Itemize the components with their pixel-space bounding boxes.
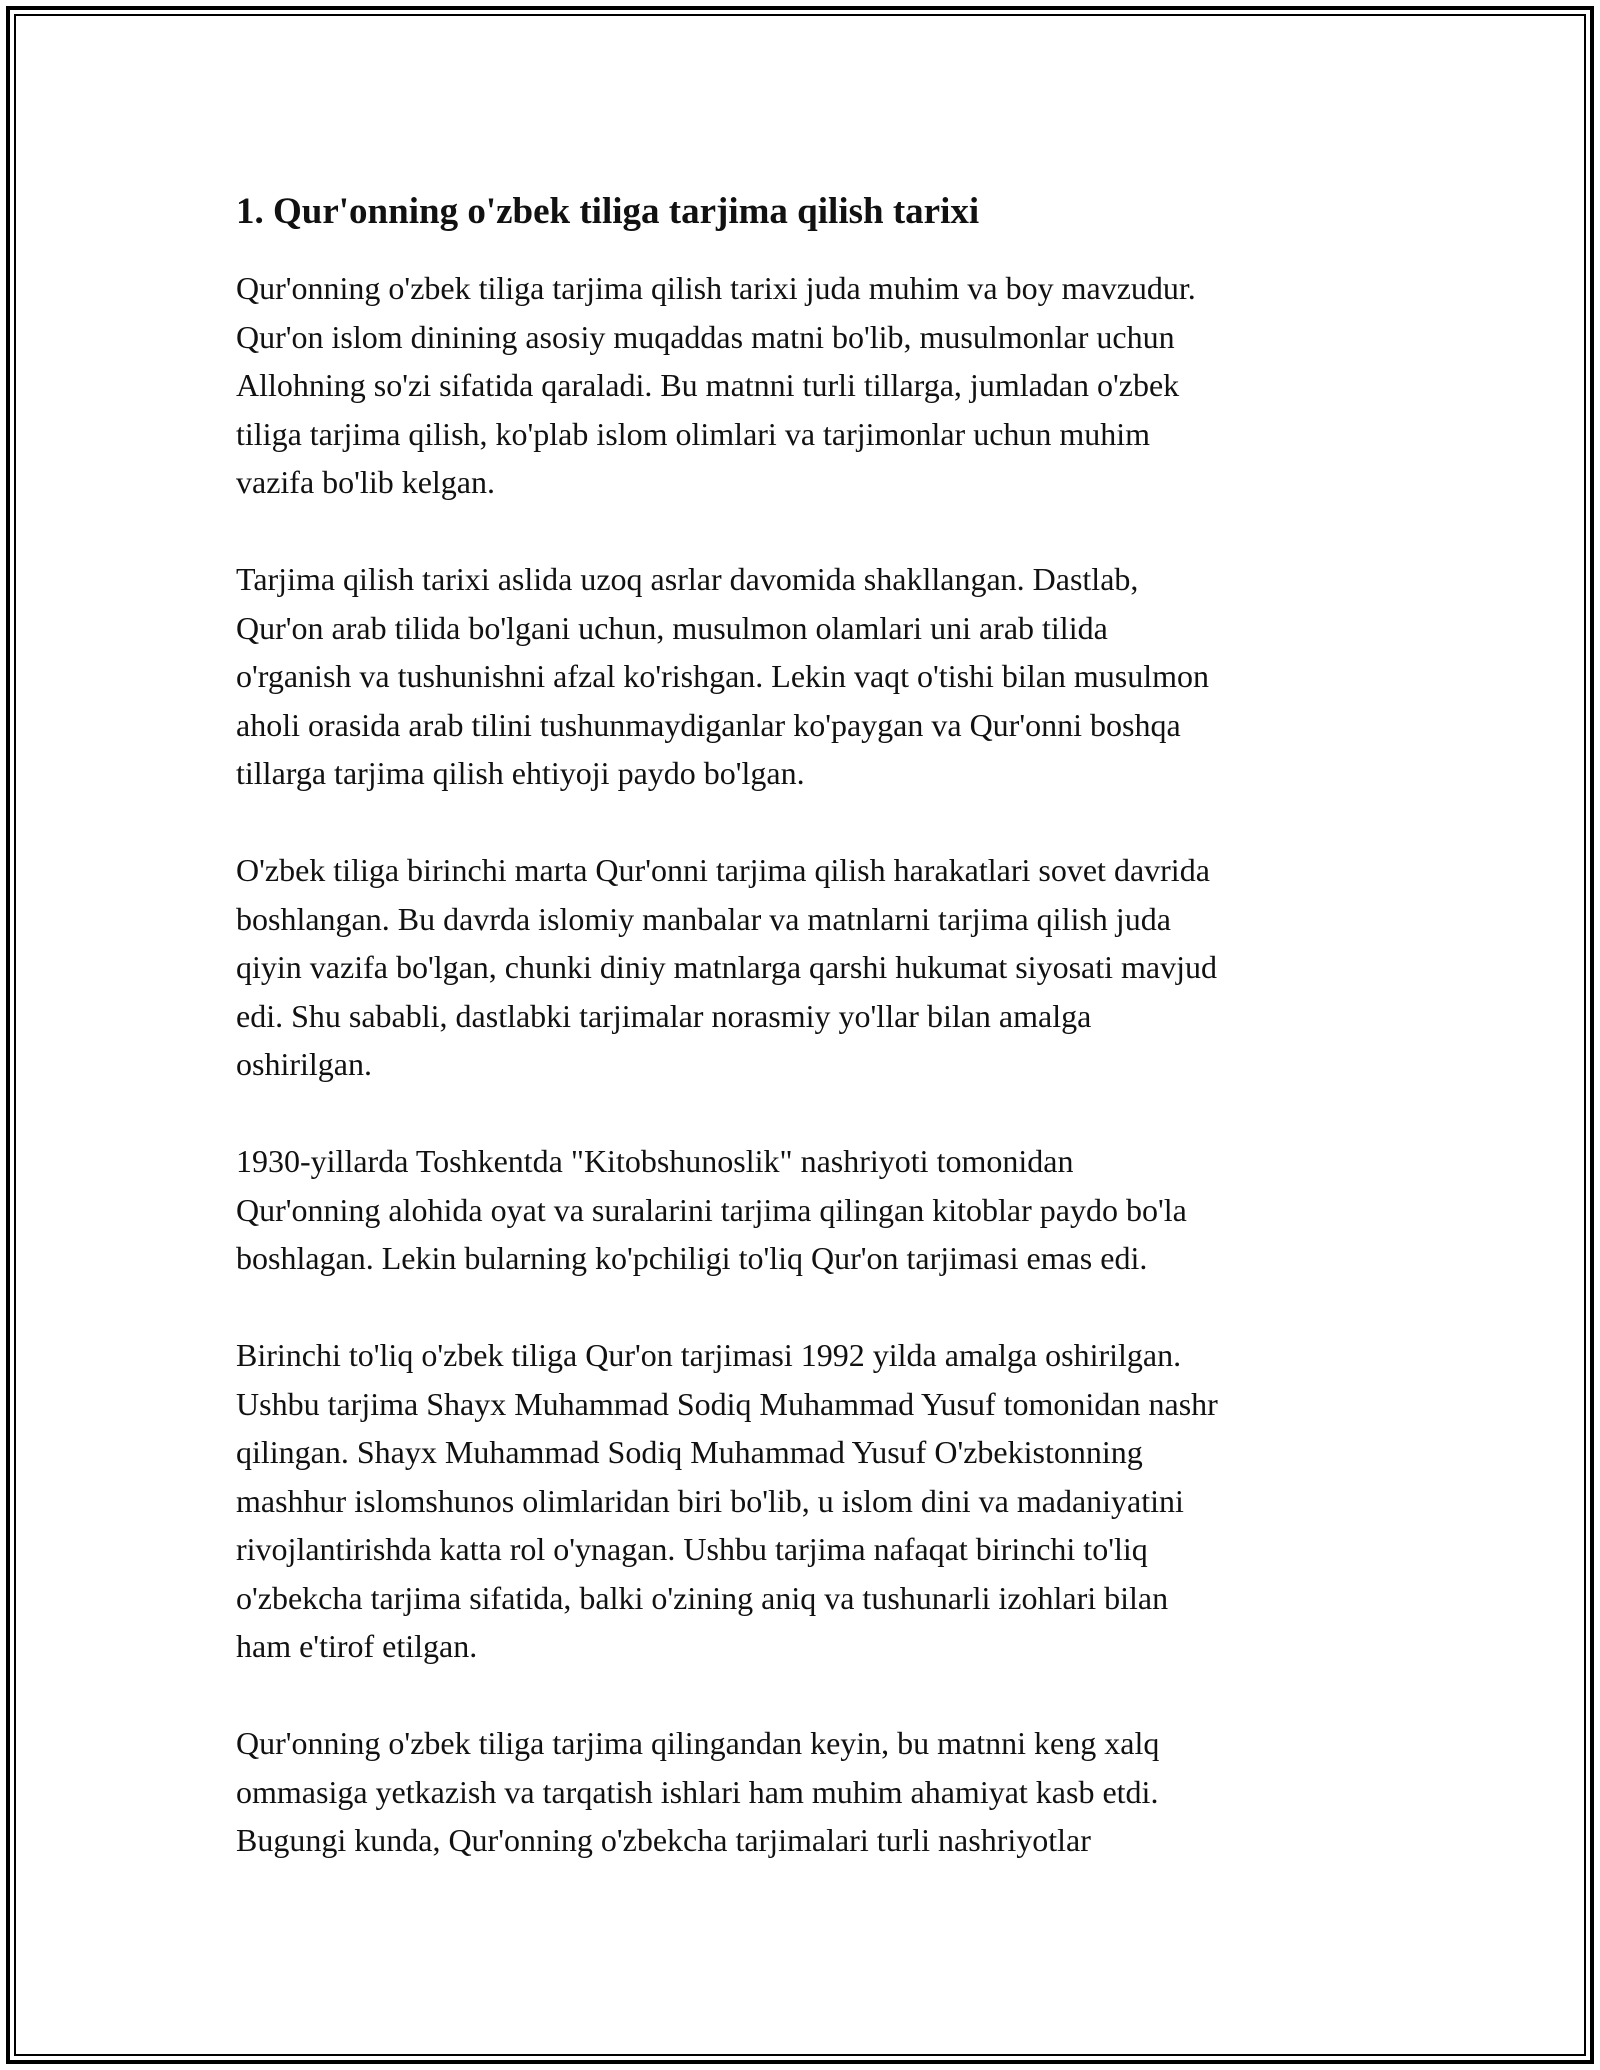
- text-line: Qur'on arab tilida bo'lgani uchun, musulmon olamlari uni arab tilida: [236, 609, 1108, 646]
- text-line: oshirilgan.: [236, 1046, 372, 1082]
- text-line: 1930-yillarda Toshkentda "Kitobshunoslik" nashriyoti tomonidan: [236, 1143, 1074, 1179]
- text-line: Tarjima qilish tarixi aslida uzoq asrlar davomida shakllangan. Dastlab,: [236, 561, 1139, 597]
- text-line: Allohning so'zi sifatida qaraladi. Bu matnni turli tillarga, jumladan o'zbek: [236, 367, 1180, 403]
- text-line: Bugungi kunda, Qur'onning o'zbekcha tarjimalari turli nashriyotlar: [236, 1822, 1091, 1858]
- paragraph-6: [236, 1719, 1376, 1865]
- text-line: ham e'tirof etilgan.: [236, 1628, 478, 1664]
- text-line: o'zbekcha tarjima sifatida, balki o'zining aniq va tushunarli izohlari bilan: [236, 1579, 1169, 1616]
- paragraph-5: [236, 1331, 1376, 1671]
- text-line: Birinchi to'liq o'zbek tiliga Qur'on tarjimasi 1992 yilda amalga oshirilgan.: [236, 1337, 1182, 1373]
- text-line: tillarga tarjima qilish ehtiyoji paydo bo'lgan.: [236, 755, 805, 791]
- text-line: o'rganish va tushunishni afzal ko'rishgan. Lekin vaqt o'tishi bilan musulmon: [236, 658, 1210, 694]
- text-line: Qur'onning alohida oyat va suralarini tarjima qilingan kitoblar paydo bo'la: [236, 1191, 1187, 1228]
- text-line: Qur'onning o'zbek tiliga tarjima qilish tarixi juda muhim va boy mavzudur.: [236, 270, 1196, 306]
- text-line: aholi orasida arab tilini tushunmaydiganlar ko'paygan va Qur'onni boshqa: [236, 706, 1181, 743]
- text-line: Qur'onning o'zbek tiliga tarjima qilingandan keyin, bu matnni keng xalq: [236, 1725, 1160, 1761]
- text-line: rivojlantirishda katta rol o'ynagan. Ushbu tarjima nafaqat birinchi to'liq: [236, 1531, 1148, 1567]
- paragraph-2: [236, 555, 1376, 798]
- paragraph-4: [236, 1137, 1376, 1283]
- document-body: [236, 186, 1376, 1913]
- text-line: vazifa bo'lib kelgan.: [236, 464, 495, 500]
- text-line: mashhur islomshunos olimlaridan biri bo'lib, u islom dini va madaniyatini: [236, 1482, 1184, 1519]
- text-line: boshlangan. Bu davrda islomiy manbalar va matnlarni tarjima qilish juda: [236, 900, 1171, 937]
- text-line: Qur'on islom dinining asosiy muqaddas matni bo'lib, musulmonlar uchun: [236, 318, 1175, 355]
- text-line: O'zbek tiliga birinchi marta Qur'onni tarjima qilish harakatlari sovet davrida: [236, 852, 1210, 888]
- text-line: ommasiga yetkazish va tarqatish ishlari ham muhim ahamiyat kasb etdi.: [236, 1773, 1159, 1810]
- text-line: boshlagan. Lekin bularning ko'pchiligi to'liq Qur'on tarjimasi emas edi.: [236, 1240, 1148, 1276]
- section-heading: 1. Qur'onning o'zbek tiliga tarjima qilish tarixi: [236, 191, 980, 232]
- text-line: edi. Shu sababli, dastlabki tarjimalar norasmiy yo'llar bilan amalga: [236, 997, 1092, 1034]
- text-line: tiliga tarjima qilish, ko'plab islom olimlari va tarjimonlar uchun muhim: [236, 415, 1151, 452]
- paragraph-3: [236, 846, 1376, 1089]
- paragraph-1: [236, 264, 1376, 507]
- text-line: qiyin vazifa bo'lgan, chunki diniy matnlarga qarshi hukumat siyosati mavjud: [236, 949, 1217, 985]
- text-line: Ushbu tarjima Shayx Muhammad Sodiq Muhammad Yusuf tomonidan nashr: [236, 1385, 1218, 1422]
- text-line: qilingan. Shayx Muhammad Sodiq Muhammad Yusuf O'zbekistonning: [236, 1434, 1143, 1470]
